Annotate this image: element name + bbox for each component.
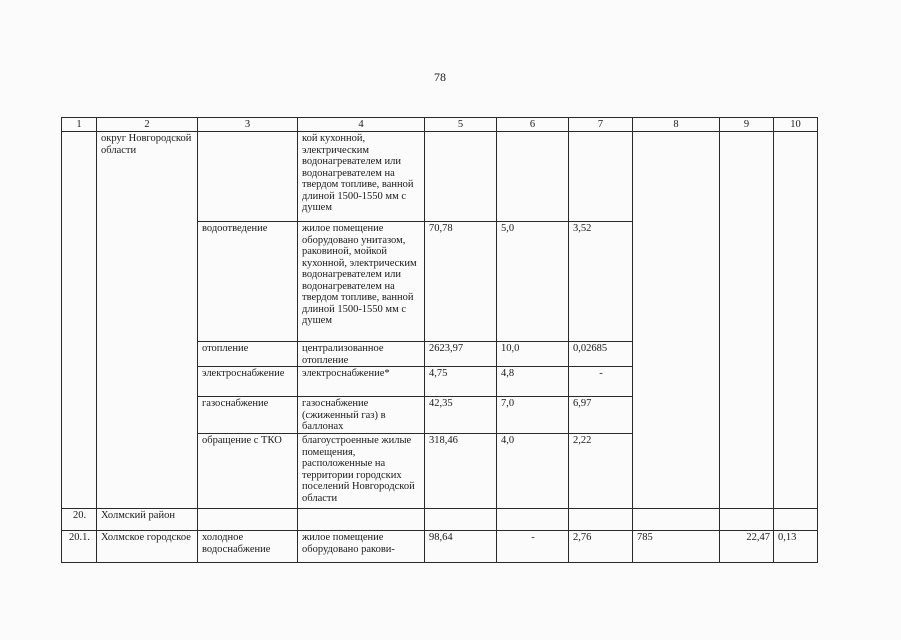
table-cell [569,509,633,531]
service-cell: водоотведение [198,222,298,342]
value-cell: 22,47 [720,531,774,563]
district-name-cell: Холмский район [97,509,198,531]
value-cell: - [569,367,633,397]
column-header: 3 [198,118,298,132]
value-cell: 5,0 [497,222,569,342]
description-cell: жилое помещение оборудовано ракови- [298,531,425,563]
value-cell: 0,13 [774,531,818,563]
value-cell: 4,8 [497,367,569,397]
value-cell: 42,35 [425,397,497,434]
table-cell [774,509,818,531]
description-cell: газоснабжение (сжиженный газ) в баллонах [298,397,425,434]
table-row [62,132,818,222]
column-header: 7 [569,118,633,132]
value-cell: 2,22 [569,434,633,509]
row-number: 20.1. [62,531,97,563]
service-cell: газоснабжение [198,397,298,434]
settlement-name-cell: Холмское городское [97,531,198,563]
table-cell [497,509,569,531]
value-cell: - [497,531,569,563]
table-cell [497,132,569,222]
service-cell: отопление [198,342,298,367]
table-cell [425,132,497,222]
description-cell: благоустроенные жилые помещения, расположенные на территории городских поселений Новгородской области [298,434,425,509]
column-header: 5 [425,118,497,132]
value-cell: 6,97 [569,397,633,434]
column-header: 2 [97,118,198,132]
service-cell: электроснабжение [198,367,298,397]
column-header: 6 [497,118,569,132]
value-cell: 4,75 [425,367,497,397]
column-header: 9 [720,118,774,132]
column-header: 10 [774,118,818,132]
district-name-cell: округ Новгородской области [97,132,198,509]
tariff-table [61,117,818,563]
table-cell [720,509,774,531]
column-header: 8 [633,118,720,132]
value-cell: 70,78 [425,222,497,342]
column-header: 1 [62,118,97,132]
value-cell: 2,76 [569,531,633,563]
value-cell: 3,52 [569,222,633,342]
service-cell: обращение с ТКО [198,434,298,509]
page-number: 78 [434,70,446,84]
description-cell: электроснабжение* [298,367,425,397]
table-cell [198,132,298,222]
table-cell [774,132,818,509]
row-number: 20. [62,509,97,531]
value-cell: 2623,97 [425,342,497,367]
table-cell [62,132,97,509]
column-header: 4 [298,118,425,132]
column-header-row [62,118,818,132]
value-cell: 7,0 [497,397,569,434]
value-cell: 4,0 [497,434,569,509]
description-cell: централизованное отопление [298,342,425,367]
value-cell: 0,02685 [569,342,633,367]
table-cell [569,132,633,222]
table-cell [633,509,720,531]
value-cell: 318,46 [425,434,497,509]
table-cell [633,132,720,509]
value-cell: 98,64 [425,531,497,563]
value-cell: 10,0 [497,342,569,367]
table-row [62,531,818,563]
service-cell: холодное водоснабжение [198,531,298,563]
value-cell: 785 [633,531,720,563]
table-cell [298,509,425,531]
table-cell [425,509,497,531]
section-row [62,509,818,531]
table-cell [198,509,298,531]
description-cell: кой кухонной, электрическим водонагревателем или водонагревателем на твердом топливе, ванной длиной 1500-1550 мм с душем [298,132,425,222]
table-cell [720,132,774,509]
description-cell: жилое помещение оборудовано унитазом, раковиной, мойкой кухонной, электрическим водонагревателем или водонагревателем на твердом топливе, ванной длиной 1500-1550 мм с душем [298,222,425,342]
